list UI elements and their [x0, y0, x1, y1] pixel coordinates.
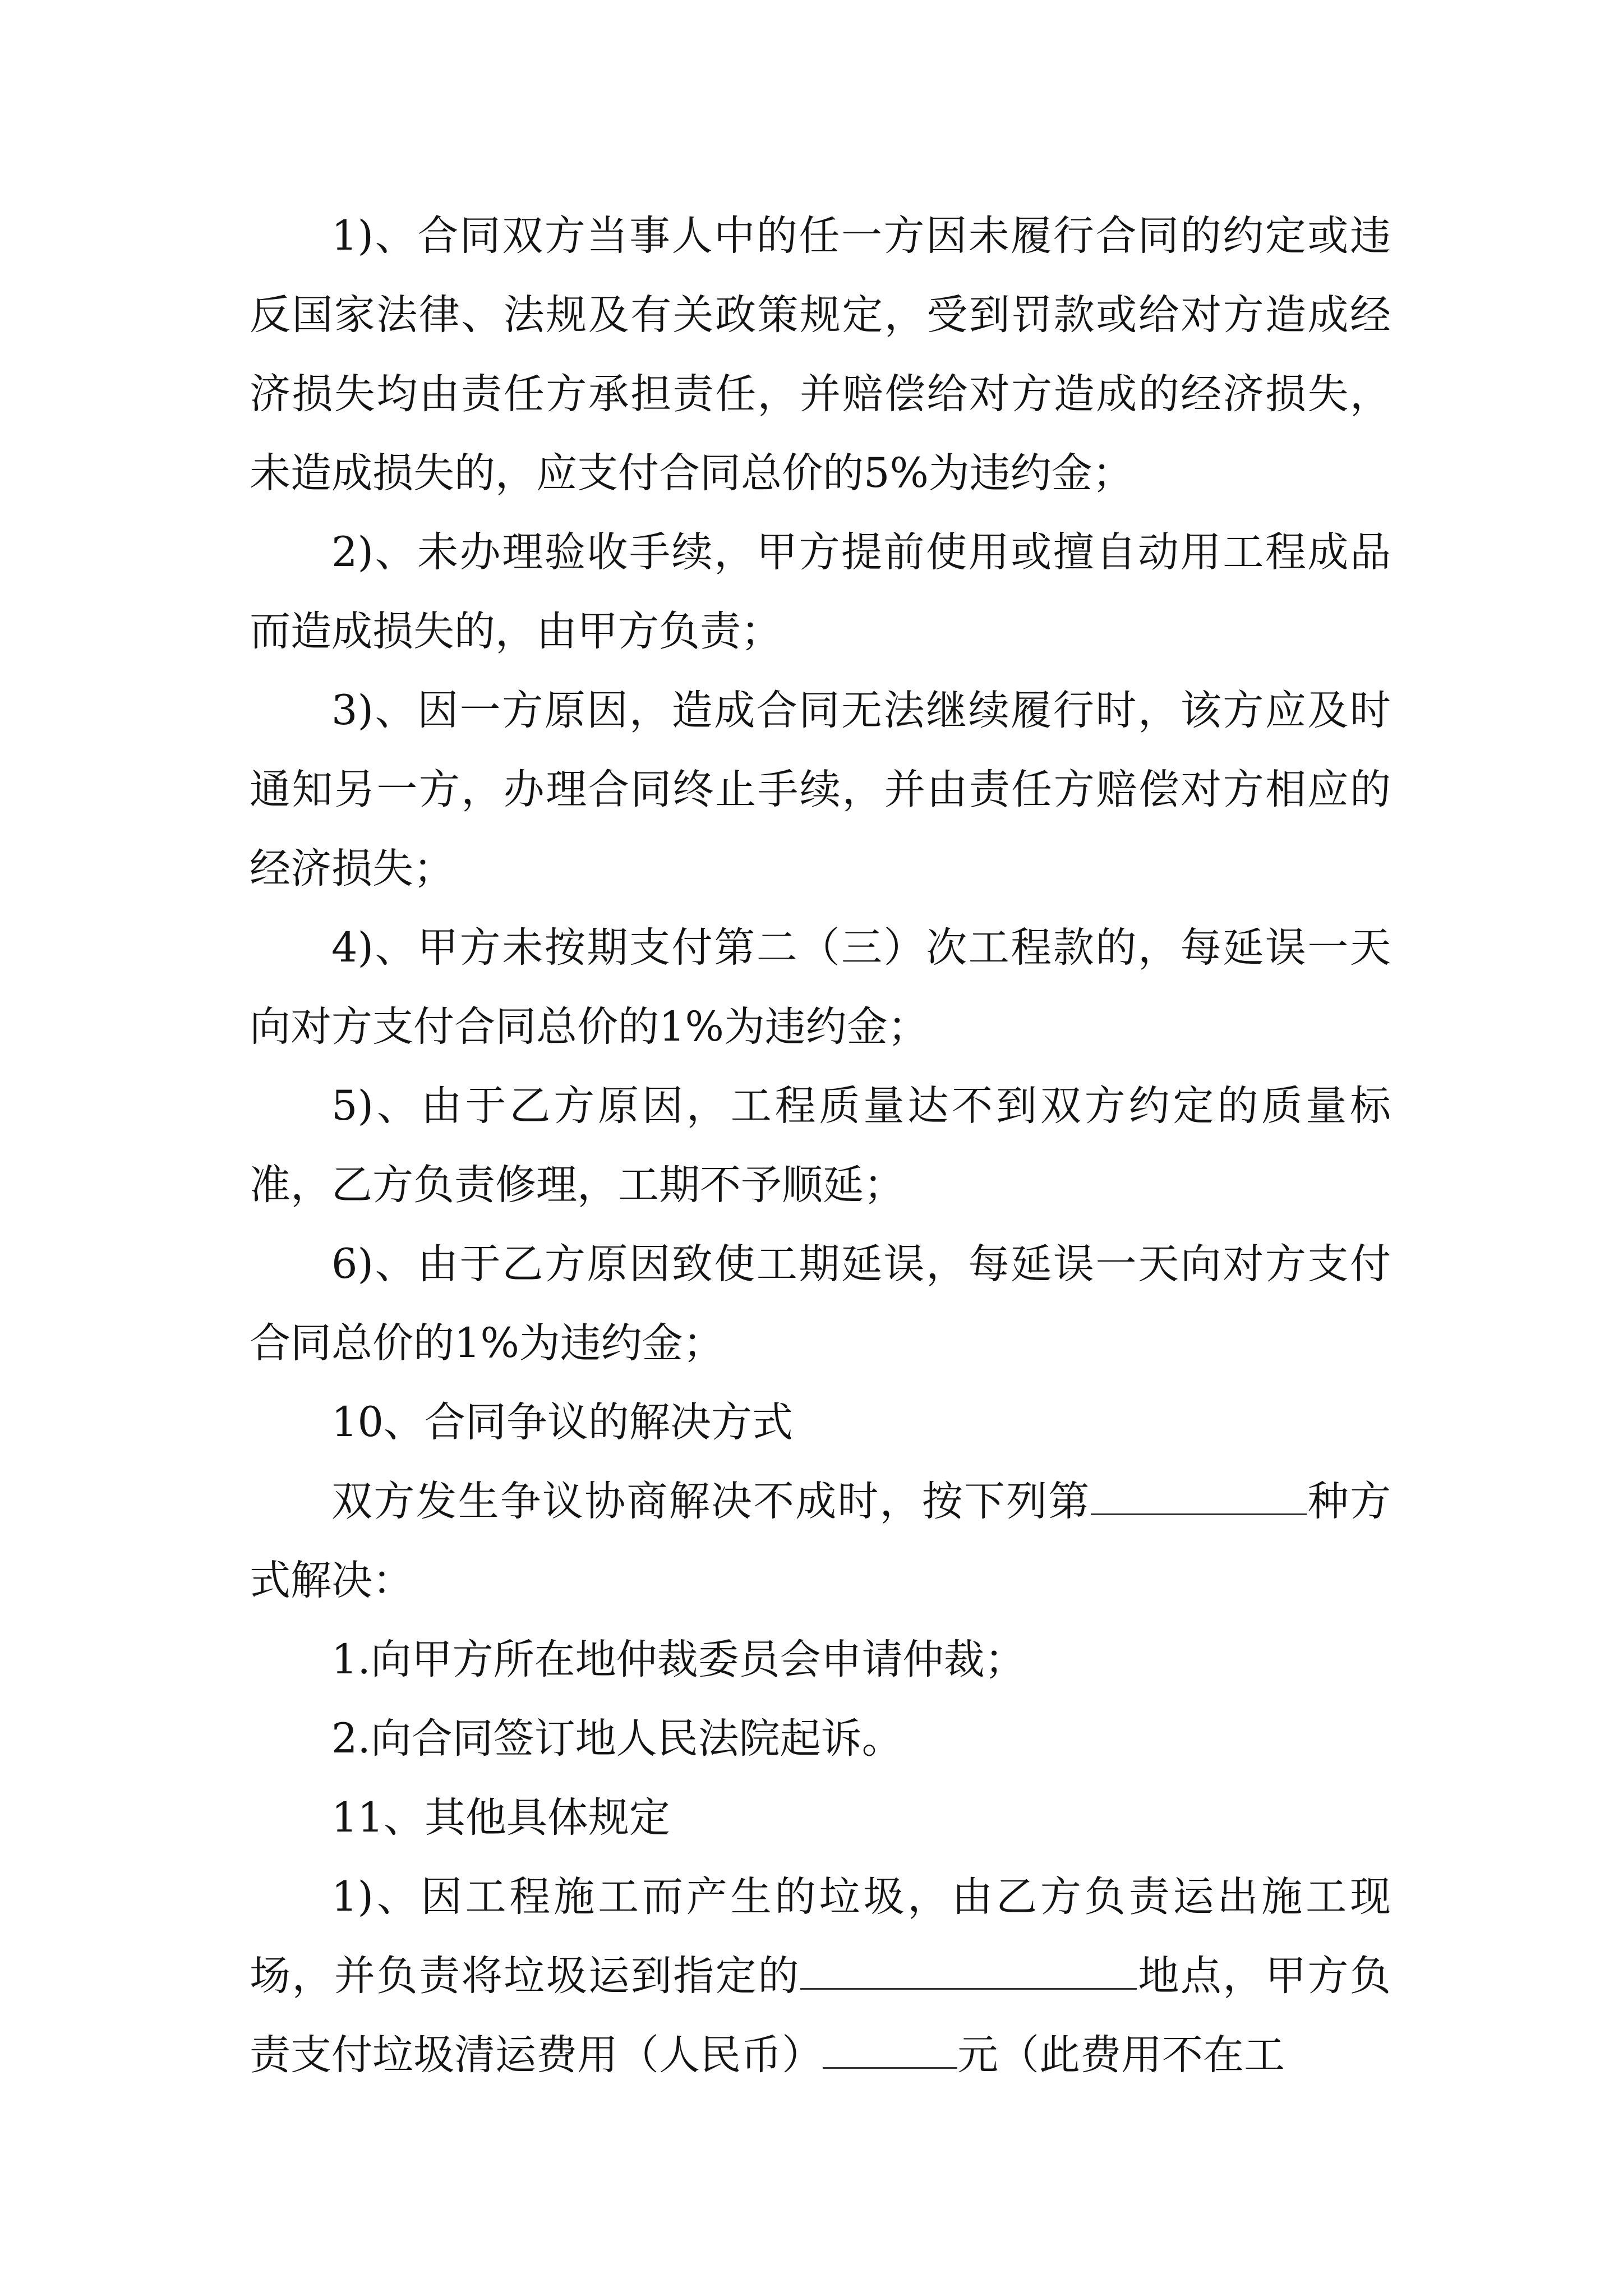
- disposal-location-blank[interactable]: [800, 1949, 1137, 1990]
- option-litigation: 2.向合同签订地人民法院起诉。: [331, 1715, 903, 1763]
- dispute-method-blank[interactable]: [1091, 1475, 1307, 1515]
- waste-clause-part1: 1)、因工程施工而产生的垃圾，由乙方负责运出施工现场，并负责将垃圾运到指定的: [250, 1873, 1391, 2000]
- clause-5-quality: 5)、由于乙方原因，工程质量达不到双方约定的质量标准，乙方负责修理，工期不予顺延；: [250, 1082, 1391, 1209]
- disposal-fee-blank[interactable]: [823, 2028, 957, 2069]
- option-arbitration: 1.向甲方所在地仲裁委员会申请仲裁；: [331, 1636, 1026, 1683]
- clause-6-delay: 6)、由于乙方原因致使工期延误，每延误一天向对方支付合同总价的1%为违约金；: [250, 1240, 1391, 1367]
- clause-4-late-payment: 4)、甲方未按期支付第二（三）次工程款的，每延误一天向对方支付合同总价的1%为违约金；: [250, 924, 1391, 1051]
- waste-clause-part2: 地点，甲方负责支付垃圾清运费用（人民币）: [250, 1952, 1391, 2079]
- clause-1-breach-liability: 1)、合同双方当事人中的任一方因未履行合同的约定或违反国家法律、法规及有关政策规定，受到罚款或给对方造成经济损失均由责任方承担责任，并赔偿给对方造成的经济损失，未造成损失的，应支付合同总价的5%为违约金；: [250, 212, 1391, 497]
- clause-3-termination: 3)、因一方原因，造成合同无法继续履行时，该方应及时通知另一方，办理合同终止手续，并由责任方赔偿对方相应的经济损失；: [250, 687, 1391, 892]
- section-11-heading: 11、其他具体规定: [331, 1794, 670, 1842]
- clause-2-unaccepted-use: 2)、未办理验收手续，甲方提前使用或擅自动用工程成品而造成损失的，由甲方负责；: [250, 528, 1391, 655]
- waste-clause: [250, 1857, 1391, 2095]
- contract-text: [250, 196, 1391, 2095]
- dispute-clause: [250, 1462, 1391, 1620]
- section-10-heading: 10、合同争议的解决方式: [331, 1398, 793, 1446]
- dispute-clause-after: 种方式解决：: [250, 1478, 1391, 1604]
- dispute-clause-before: 双方发生争议协商解决不成时，按下列第: [331, 1478, 1091, 1525]
- waste-clause-part3: 元（此费用不在工: [957, 2031, 1285, 2079]
